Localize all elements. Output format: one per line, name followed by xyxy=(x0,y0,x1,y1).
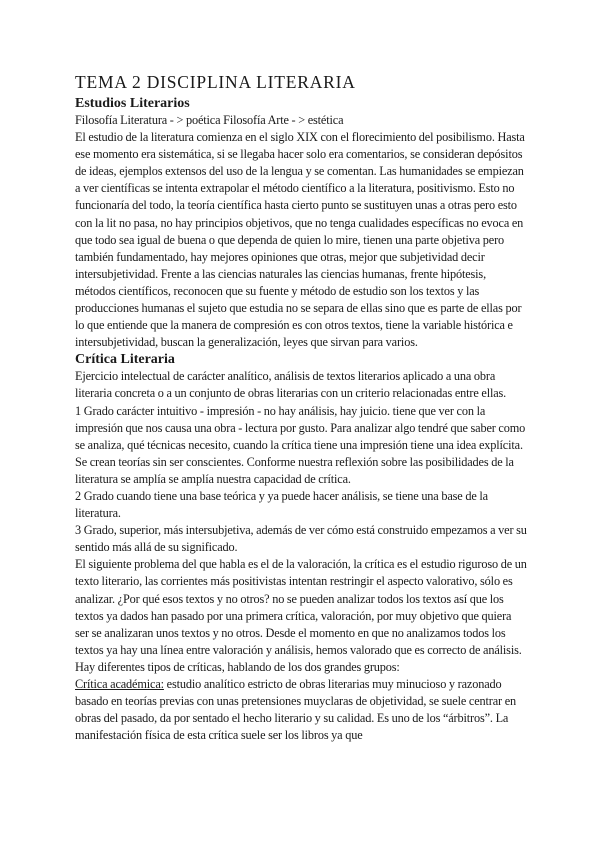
paragraph: El estudio de la literatura comienza en el siglo XIX con el florecimiento del posibilismo. Hasta ese momento era sistemática, si se llegaba hacer solo era comentarios, se consideran depósitos de ideas, ejemplos extensos del uso de la lengua y se comentan. Las humanidades se empiezan a ver científicas se intenta extrapolar el método científico a la literatura, positivismo. Esto no funcionaría del todo, la teoría científica hasta cierto punto se sustituyen unas a otras pero esto con la lit no pasa, no hay principios objetivos, que no tenga cualidades específicas no evoca en que todo sea igual de buena o que dependa de quien lo mire, tienen una parte objetiva pero también fundamentado, hay mejores opiniones que otras, mejor que subjetividad decir intersubjetividad. Frente a las ciencias naturales las ciencias humanas, frente hipótesis, métodos científicos, reconocen que su fuente y método de estudio son los textos y las producciones humanas el sujeto que estudia no se separa de ellas sino que es parte de ellas por lo que entiende que la manera de compresión es con otros textos, tiene la variable histórica e intersubjetividad, buscan la generalización, leyes que sirvan para varios. xyxy=(75,130,525,350)
section-heading-estudios: Estudios Literarios xyxy=(75,96,190,111)
section-heading-critica: Crítica Literaria xyxy=(75,352,175,368)
paragraph: 2 Grado cuando tiene una base teórica y ya puede hacer análisis, se tiene una base de la literatura. xyxy=(75,488,488,521)
paragraph: El siguiente problema del que habla es el de la valoración, la crítica es el estudio riguroso de un texto literario, las corrientes más positivistas intentan restringir el aspecto valorativo, sólo es analizar. ¿Por qué esos textos y no otros? no se pueden analizar todos los textos así que los textos ya dados han pasado por una primera crítica, valoración, por muy objetivo que quiera ser se analizaran unos textos y no otros. Desde el momento en que no analizamos todos los textos ya hay una línea entre valoración y análisis, hemos valorado que es correcto de análisis. xyxy=(75,557,527,657)
paragraph: Filosofía Literatura - > poética Filosofía Arte - > estética xyxy=(75,113,344,127)
document-page xyxy=(75,70,527,744)
paragraph: Hay diferentes tipos de críticas, hablando de los dos grandes grupos: xyxy=(75,659,400,674)
paragraph: Ejercicio intelectual de carácter analítico, análisis de textos literarios aplicado a una obra literaria concreta o a un conjunto de obras literarias con un criterio relacionadas entre ellas. xyxy=(75,369,507,401)
document-title: TEMA 2 DISCIPLINA LITERARIA xyxy=(75,72,356,92)
paragraph: 3 Grado, superior, más intersubjetiva, además de ver cómo está construido empezamos a ver su sentido más allá de su significado. xyxy=(75,523,527,555)
paragraph-text: estudio analítico estricto de obras literarias muy minucioso y razonado basado en teorías previas con unas pretensiones muyclaras de objetividad, se suele centrar en obras del pasado, da por sentado el hecho literario y su calidad. Es uno de los “árbitros”. La manifestación física de esta crítica suele ser los libros ya que xyxy=(75,677,516,743)
paragraph: 1 Grado carácter intuitivo - impresión - no hay análisis, hay juicio. tiene que ver con la impresión que nos causa una obra - lectura por gusto. Para analizar algo tendré que saber como se analiza, qué técnicas necesito, cuando la crítica tiene una impresión tiene una idea explícita. Se crean teorías sin ser conscientes. Conforme nuestra reflexión sobre las posibilidades de la literatura se amplía se amplía nuestra capacidad de crítica. xyxy=(75,403,526,486)
underlined-term: Crítica académica: xyxy=(75,677,164,691)
paragraph-critica-academica xyxy=(75,676,527,744)
